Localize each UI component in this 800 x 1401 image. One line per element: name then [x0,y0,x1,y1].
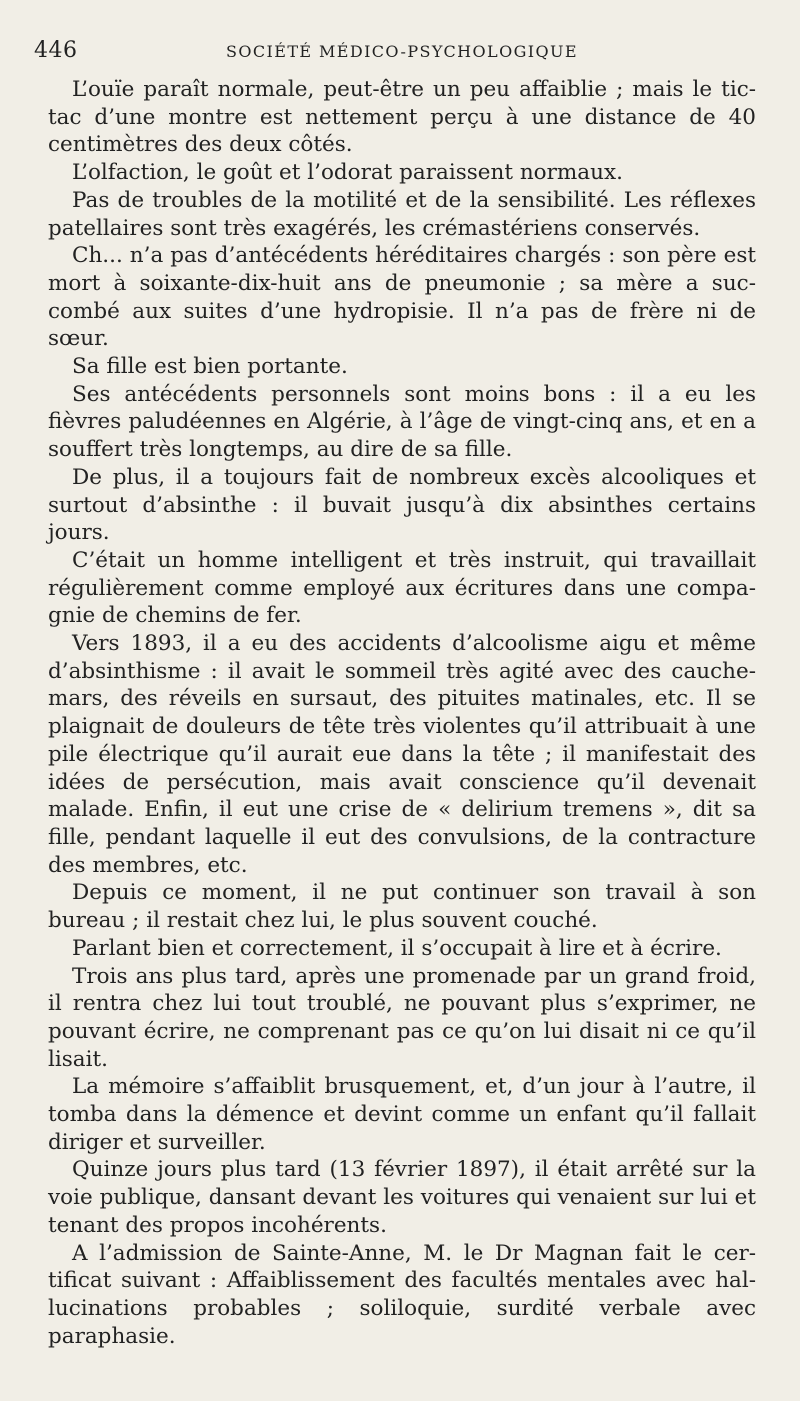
paragraph-1893: Vers 1893, il a eu des accidents d’alcoolisme aigu et même d’absinthisme : il avait le sommeil très agité avec des cauchemars, des réveils en sursaut, des pituites matinales, etc. Il se plaignait de douleurs de tête très violentes qu’il attribuait à une pile électrique qu’il aurait eue dans la tête ; il manifestait des idées de persécution, mais avait conscience qu’il devenait malade. Enfin, il eut une crise de « delirium tremens », dit sa fille, pendant laquelle il eut des convulsions, de la contracture des membres, etc. [48,631,756,878]
paragraph-reading: Parlant bien et correctement, il s’occupait à lire et à écrire. [72,935,722,961]
paragraph-admission: A l’admission de Sainte-Anne, M. le Dr Magnan fait le certificat suivant : Affaiblissement des facultés mentales avec hallucinations probables ; soliloquie, surdité verbale avec paraphasie. [48,1240,756,1349]
paragraph-alcohol: De plus, il a toujours fait de nombreux excès alcooliques et surtout d’absinthe : il buvait jusqu’à dix absinthes certains jours. [48,464,756,546]
paragraph-hearing: L’ouïe paraît normale, peut-être un peu affaiblie ; mais le tic-tac d’une montre est nettement perçu à une distance de 40 centimètres des deux côtés. [48,77,756,158]
paragraph-olfaction: L’olfaction, le goût et l’odorat paraissent normaux. [72,160,623,186]
body-text [48,76,756,1350]
paragraph-bedridden: Depuis ce moment, il ne put continuer son travail à son bureau ; il restait chez lui, le plus souvent couché. [48,880,756,934]
running-title: SOCIÉTÉ MÉDICO-PSYCHOLOGIQUE [226,42,578,61]
paragraph-motility: Pas de troubles de la motilité et de la sensibilité. Les réflexes patellaires sont très exagérés, les crémastériens conservés. [48,187,756,241]
paragraph-arrest: Quinze jours plus tard (13 février 1897), il était arrêté sur la voie publique, dansant devant les voitures qui venaient sur lui et tenant des propos incohérents. [48,1157,756,1238]
paragraph-memory: La mémoire s’affaiblit brusquement, et, d’un jour à l’autre, il tomba dans la démence et devint comme un enfant qu’il fallait diriger et surveiller. [48,1074,756,1155]
paragraph-occupation: C’était un homme intelligent et très instruit, qui travaillait régulièrement comme employé aux écritures dans une compagnie de chemins de fer. [48,547,756,629]
paragraph-three-years: Trois ans plus tard, après une promenade par un grand froid, il rentra chez lui tout troublé, ne pouvant plus s’exprimer, ne pouvant écrire, ne comprenant pas ce qu’on lui disait ni ce qu’il lisait. [48,963,756,1072]
running-head [34,38,756,68]
paragraph-personal-history: Ses antécédents personnels sont moins bons : il a eu les fièvres paludéennes en Algérie, à l’âge de vingt-cinq ans, et en a souffert très longtemps, au dire de sa fille. [48,381,756,463]
page-number: 446 [34,38,78,63]
paragraph-daughter: Sa fille est bien portante. [72,354,348,380]
paragraph-heredity: Ch... n’a pas d’antécédents héréditaires chargés : son père est mort à soixante-dix-huit ans de pneumonie ; sa mère a succombé aux suites d’une hydropisie. Il n’a pas de frère ni de sœur. [48,243,756,352]
